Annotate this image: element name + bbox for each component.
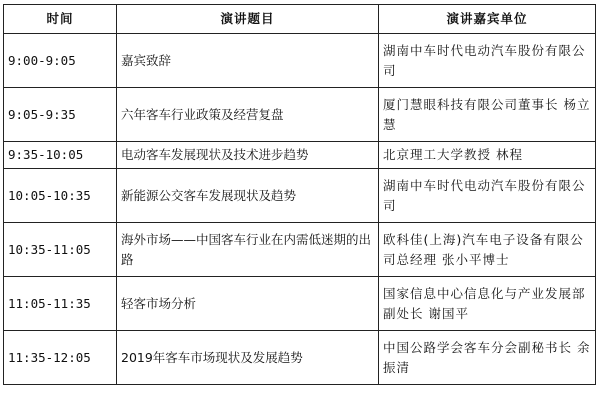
row-time: 11:05-11:35 xyxy=(4,277,117,331)
table-row xyxy=(4,223,596,277)
header-speaker: 演讲嘉宾单位 xyxy=(379,5,596,34)
row-speaker: 欧科佳(上海)汽车电子设备有限公司总经理 张小平博士 xyxy=(379,223,596,277)
row-time: 9:00-9:05 xyxy=(4,34,117,88)
table-row xyxy=(4,34,596,88)
table-row xyxy=(4,142,596,169)
row-speaker: 厦门慧眼科技有限公司董事长 杨立慧 xyxy=(379,88,596,142)
row-time: 9:05-9:35 xyxy=(4,88,117,142)
row-topic: 2019年客车市场现状及发展趋势 xyxy=(117,331,379,385)
row-speaker: 湖南中车时代电动汽车股份有限公司 xyxy=(379,34,596,88)
row-topic: 海外市场——中国客车行业在内需低迷期的出路 xyxy=(117,223,379,277)
row-speaker: 中国公路学会客车分会副秘书长 余振清 xyxy=(379,331,596,385)
row-topic: 电动客车发展现状及技术进步趋势 xyxy=(117,142,379,169)
table-row xyxy=(4,88,596,142)
row-time: 10:35-11:05 xyxy=(4,223,117,277)
row-time: 9:35-10:05 xyxy=(4,142,117,169)
row-speaker: 国家信息中心信息化与产业发展部副处长 谢国平 xyxy=(379,277,596,331)
row-topic: 嘉宾致辞 xyxy=(117,34,379,88)
table-header-row xyxy=(4,5,596,34)
table-row xyxy=(4,277,596,331)
table-row xyxy=(4,331,596,385)
row-topic: 六年客车行业政策及经营复盘 xyxy=(117,88,379,142)
table-row xyxy=(4,169,596,223)
agenda-table xyxy=(3,4,596,385)
row-time: 11:35-12:05 xyxy=(4,331,117,385)
header-topic: 演讲题目 xyxy=(117,5,379,34)
row-speaker: 北京理工大学教授 林程 xyxy=(379,142,596,169)
header-time: 时间 xyxy=(4,5,117,34)
row-speaker: 湖南中车时代电动汽车股份有限公司 xyxy=(379,169,596,223)
row-topic: 轻客市场分析 xyxy=(117,277,379,331)
row-time: 10:05-10:35 xyxy=(4,169,117,223)
row-topic: 新能源公交客车发展现状及趋势 xyxy=(117,169,379,223)
